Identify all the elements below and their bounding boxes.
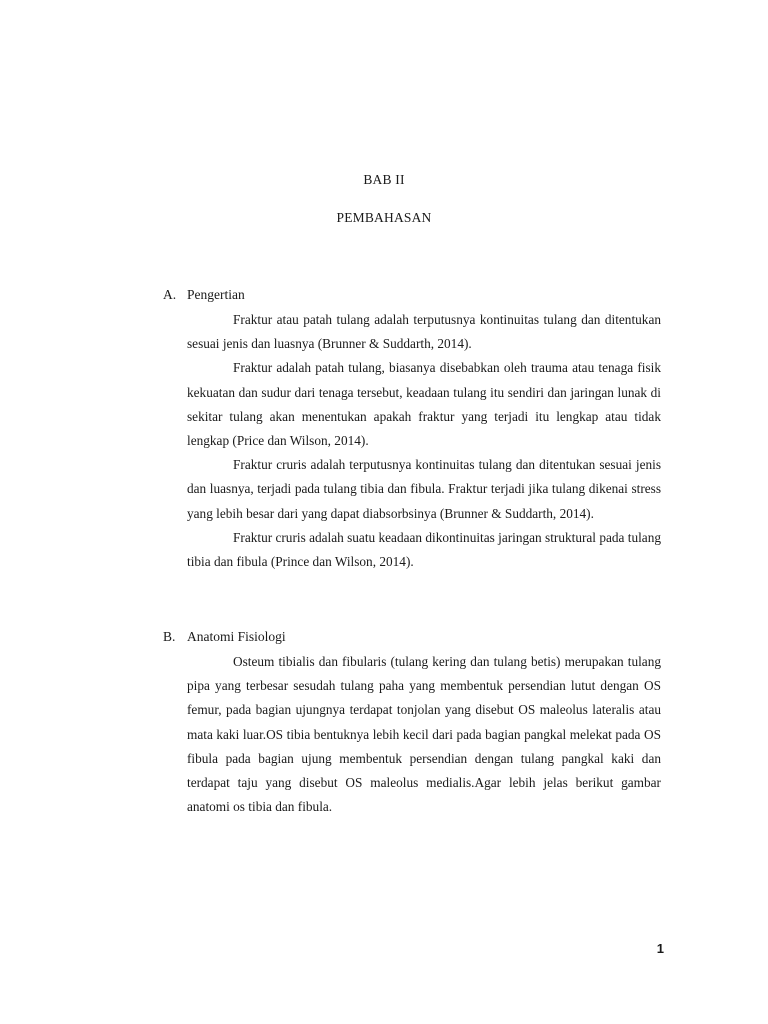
paragraph: Fraktur cruris adalah terputusnya kontinuitas tulang dan ditentukan sesuai jenis dan luasnya, terjadi pada tulang tibia dan fibula. Fraktur terjadi jika tulang dikenai stress yang lebih besar dari yang dapat diabsorbsinya (Brunner & Suddarth, 2014).: [187, 457, 661, 521]
page-number: 1: [656, 941, 664, 956]
paragraph: Osteum tibialis dan fibularis (tulang kering dan tulang betis) merupakan tulang pipa yang terbesar sesudah tulang paha yang membentuk persendian lutut dengan OS femur, pada bagian ujungnya terdapat tonjolan yang disebut OS maleolus lateralis atau mata kaki luar.OS tibia bentuknya lebih kecil dari pada bagian pangkal melekat pada OS fibula pada bagian ujung membentuk persendian dengan tulang pangkal kaki dan terdapat taju yang disebut OS maleolus medialis.Agar lebih jelas berikut gambar anatomi os tibia dan fibula.: [187, 654, 661, 815]
section-letter: A.: [163, 287, 177, 302]
section-body: [187, 650, 661, 819]
section-anatomi-fisiologi: [163, 627, 661, 819]
section-pengertian: [163, 285, 661, 574]
section-heading-text: Pengertian: [187, 287, 245, 302]
page-title: PEMBAHASAN: [336, 210, 432, 225]
section-body: [187, 308, 661, 574]
paragraph: Fraktur atau patah tulang adalah terputusnya kontinuitas tulang dan ditentukan sesuai jenis dan luasnya (Brunner & Suddarth, 2014).: [187, 312, 661, 352]
section-letter: B.: [163, 629, 176, 644]
section-heading-text: Anatomi Fisiologi: [187, 629, 286, 644]
paragraph: Fraktur cruris adalah suatu keadaan dikontinuitas jaringan struktural pada tulang tibia dan fibula (Prince dan Wilson, 2014).: [187, 529, 661, 570]
paragraph: Fraktur adalah patah tulang, biasanya disebabkan oleh trauma atau tenaga fisik kekuatan dan sudur dari tenaga tersebut, keadaan tulang itu sendiri dan jaringan lunak di sekitar tulang akan menentukan apakah fraktur yang terjadi itu lengkap atau tidak lengkap (Price dan Wilson, 2014).: [187, 360, 661, 449]
section-heading: [163, 285, 661, 305]
section-heading: [163, 627, 661, 647]
chapter-label: BAB II: [363, 172, 405, 187]
